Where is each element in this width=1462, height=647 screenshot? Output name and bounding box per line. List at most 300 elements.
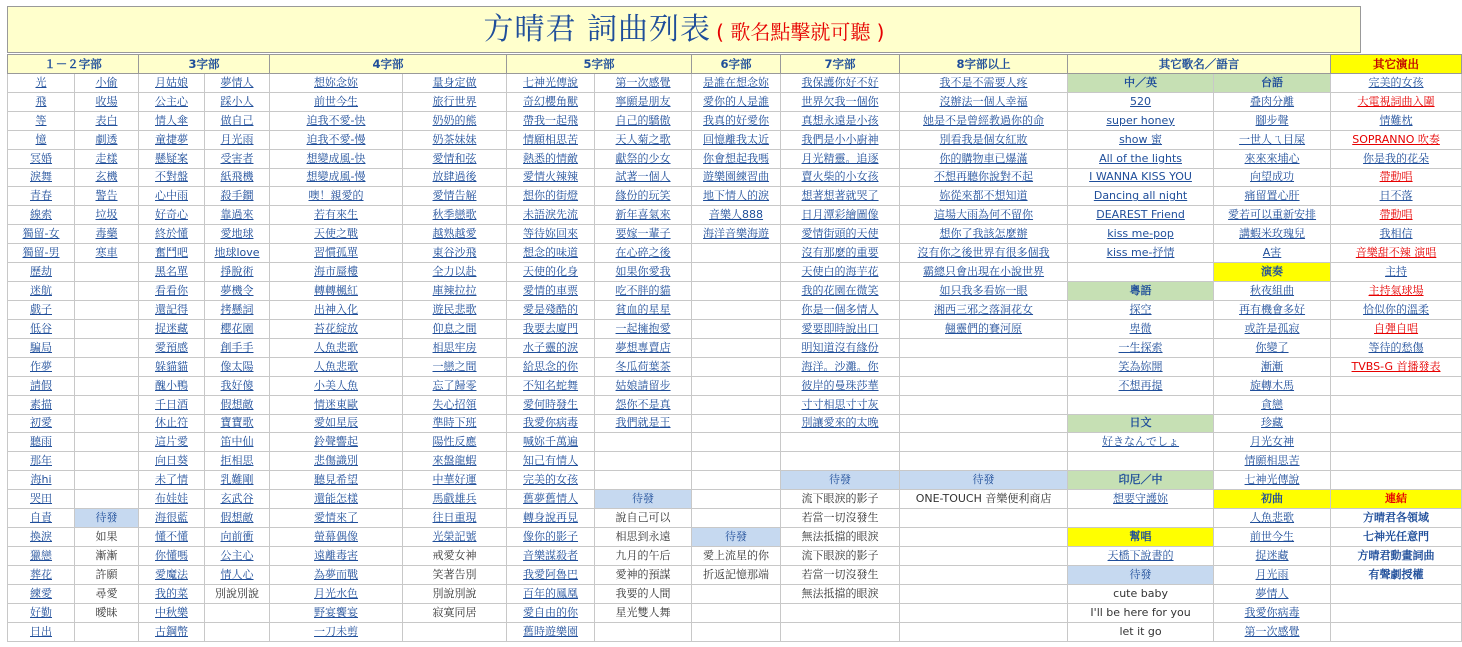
song-link[interactable]: 新年喜氣來 <box>595 206 692 225</box>
song-link[interactable]: 冬瓜荷葉茶 <box>595 357 692 376</box>
song-link[interactable]: 心中雨 <box>139 187 205 206</box>
song-link[interactable]: 好奇心 <box>139 206 205 225</box>
song-link[interactable]: 情難枕 <box>1331 111 1462 130</box>
song-link[interactable]: 終於懂 <box>139 225 205 244</box>
song-link[interactable]: 量身定做 <box>403 73 507 92</box>
song-link[interactable]: 想變成風-快 <box>270 149 403 168</box>
song-link[interactable]: 那年 <box>8 452 75 471</box>
song-link[interactable]: 千日酒 <box>139 395 205 414</box>
song-link[interactable]: 或許是孤寂 <box>1214 319 1331 338</box>
song-link[interactable]: 前世今生 <box>270 92 403 111</box>
song-link[interactable]: 愛情告解 <box>403 187 507 206</box>
song-link[interactable]: 迫我不愛-慢 <box>270 130 403 149</box>
song-link[interactable]: 天使白的海芋花 <box>781 263 900 282</box>
song-link[interactable]: 我們是小小廚神 <box>781 130 900 149</box>
song-link[interactable]: 緣份的玩笑 <box>595 187 692 206</box>
song-link[interactable]: 夢想專賣店 <box>595 338 692 357</box>
song-link[interactable]: 像太陽 <box>205 357 270 376</box>
song-link[interactable]: 音樂謀殺者 <box>507 546 595 565</box>
song-link[interactable]: 請假 <box>8 376 75 395</box>
song-link[interactable]: 帶我一起飛 <box>507 111 595 130</box>
song-link[interactable]: 東谷沙飛 <box>403 244 507 263</box>
song-link[interactable]: 彼岸的曼珠莎華 <box>781 376 900 395</box>
song-link[interactable]: 主持 <box>1331 263 1462 282</box>
song-link[interactable]: 愛要即時說出口 <box>781 319 900 338</box>
song-link[interactable]: 主持氣球場 <box>1331 282 1462 301</box>
song-link[interactable]: 海很藍 <box>139 509 205 528</box>
song-link[interactable]: 布娃娃 <box>139 490 205 509</box>
song-link[interactable]: 受害者 <box>205 149 270 168</box>
song-link[interactable]: 不對盤 <box>139 168 205 187</box>
song-link[interactable]: 你變了 <box>1214 338 1331 357</box>
song-link[interactable]: 你會想起我嗎 <box>692 149 781 168</box>
song-link[interactable]: 夢機令 <box>205 282 270 301</box>
song-link[interactable]: 愛情的車票 <box>507 282 595 301</box>
song-link[interactable]: 第一次感覺 <box>595 73 692 92</box>
song-link[interactable]: 拒相思 <box>205 452 270 471</box>
song-link[interactable]: 小美人魚 <box>270 376 403 395</box>
song-link[interactable]: 迫我不愛-快 <box>270 111 403 130</box>
song-link[interactable]: 素描 <box>8 395 75 414</box>
song-link[interactable]: 淚舞 <box>8 168 75 187</box>
song-link[interactable]: 小偷 <box>75 73 139 92</box>
song-link[interactable]: 愛情和弦 <box>403 149 507 168</box>
song-link[interactable]: 假想敵 <box>205 395 270 414</box>
song-link[interactable]: 貧血的星星 <box>595 300 692 319</box>
song-link[interactable]: 我不是不需要人疼 <box>900 73 1068 92</box>
song-link[interactable]: 自己的驕傲 <box>595 111 692 130</box>
song-link[interactable]: 卑微 <box>1068 319 1214 338</box>
song-link[interactable]: 地下情人的淚 <box>692 187 781 206</box>
song-link[interactable]: 懂不懂 <box>139 528 205 547</box>
song-link[interactable]: 哭田 <box>8 490 75 509</box>
song-link[interactable]: 愛何時發生 <box>507 395 595 414</box>
song-link[interactable]: 旅行世界 <box>403 92 507 111</box>
song-link[interactable]: 笑為妳開 <box>1068 357 1214 376</box>
song-link[interactable]: 喊妳千萬遍 <box>507 433 595 452</box>
song-link[interactable]: 等 <box>8 111 75 130</box>
song-link[interactable]: 捉迷藏 <box>1214 546 1331 565</box>
song-link[interactable]: 人魚悲歌 <box>270 338 403 357</box>
song-link[interactable]: 歷劫 <box>8 263 75 282</box>
song-link[interactable]: 月光雨 <box>205 130 270 149</box>
song-link[interactable]: 愛地球 <box>205 225 270 244</box>
song-link[interactable]: 想你了我該怎麼辦 <box>900 225 1068 244</box>
song-link[interactable]: 騙局 <box>8 338 75 357</box>
song-link[interactable]: 第一次感覺 <box>1214 622 1331 641</box>
song-link[interactable]: 玄武谷 <box>205 490 270 509</box>
song-link[interactable]: 為夢而戰 <box>270 565 403 584</box>
song-link[interactable]: 海hi <box>8 471 75 490</box>
song-link[interactable]: 日不落 <box>1331 187 1462 206</box>
song-link[interactable]: 作夢 <box>8 357 75 376</box>
song-link[interactable]: 悲傷識別 <box>270 452 403 471</box>
song-link[interactable]: 完美的女孩 <box>1331 73 1462 92</box>
song-link[interactable]: 獵戀 <box>8 546 75 565</box>
song-link[interactable]: 要嫁一輩子 <box>595 225 692 244</box>
song-link[interactable]: 葬花 <box>8 565 75 584</box>
song-link[interactable]: 探空 <box>1068 300 1214 319</box>
song-link[interactable]: TVBS-G 首播發表 <box>1331 357 1462 376</box>
song-link[interactable]: 這場大雨為何不留你 <box>900 206 1068 225</box>
song-link[interactable]: 獻祭的少女 <box>595 149 692 168</box>
song-link[interactable]: 一生探索 <box>1068 338 1214 357</box>
song-link[interactable]: 櫻花園 <box>205 319 270 338</box>
song-link[interactable]: 好きなんでしょ <box>1068 433 1214 452</box>
external-link[interactable]: 方晴君動畫詞曲 <box>1331 546 1462 565</box>
song-link[interactable]: 人魚悲歌 <box>270 357 403 376</box>
song-link[interactable]: 貪戀 <box>1214 395 1331 414</box>
song-link[interactable]: All of the lights <box>1068 149 1214 168</box>
song-link[interactable]: 乳難剛 <box>205 471 270 490</box>
song-link[interactable]: 天使之戰 <box>270 225 403 244</box>
song-link[interactable]: 公主心 <box>205 546 270 565</box>
song-link[interactable]: 想妳念妳 <box>270 73 403 92</box>
song-link[interactable]: 光榮記號 <box>403 528 507 547</box>
song-link[interactable]: 中華好運 <box>403 471 507 490</box>
song-link[interactable]: 七神光傳說 <box>507 73 595 92</box>
song-link[interactable]: 奮鬥吧 <box>139 244 205 263</box>
song-link[interactable]: 旋轉木馬 <box>1214 376 1331 395</box>
song-link[interactable]: 習慣孤單 <box>270 244 403 263</box>
song-link[interactable]: 妳從來都不想知道 <box>900 187 1068 206</box>
song-link[interactable]: 像你的影子 <box>507 528 595 547</box>
song-link[interactable]: 紙飛機 <box>205 168 270 187</box>
song-link[interactable]: 黑名單 <box>139 263 205 282</box>
song-link[interactable]: I WANNA KISS YOU <box>1068 168 1214 187</box>
song-link[interactable]: 還能怎樣 <box>270 490 403 509</box>
song-link[interactable]: 想著想著就哭了 <box>781 187 900 206</box>
song-link[interactable]: 初愛 <box>8 414 75 433</box>
song-link[interactable]: 如只我多看妳一眼 <box>900 282 1068 301</box>
song-link[interactable]: 冥婚 <box>8 149 75 168</box>
song-link[interactable]: 捉迷藏 <box>139 319 205 338</box>
song-link[interactable]: 休止符 <box>139 414 205 433</box>
song-link[interactable]: 愛魔法 <box>139 565 205 584</box>
song-link[interactable]: 秋夜組曲 <box>1214 282 1331 301</box>
song-link[interactable]: 我愛你病毒 <box>507 414 595 433</box>
song-link[interactable]: 百年的鳳凰 <box>507 584 595 603</box>
song-link[interactable]: 月光精靈。追逐 <box>781 149 900 168</box>
song-link[interactable]: 我相信 <box>1331 225 1462 244</box>
song-link[interactable]: 夢情人 <box>1214 584 1331 603</box>
song-link[interactable]: 水子靈的淚 <box>507 338 595 357</box>
song-link[interactable]: 再有機會多好 <box>1214 300 1331 319</box>
song-link[interactable]: 中秋樂 <box>139 603 205 622</box>
song-link[interactable]: 假想敵 <box>205 509 270 528</box>
song-link[interactable]: 秋季戀歌 <box>403 206 507 225</box>
song-link[interactable]: 毒藥 <box>75 225 139 244</box>
song-link[interactable]: 大電視詞曲入圍 <box>1331 92 1462 111</box>
song-link[interactable]: 愛若可以重新安排 <box>1214 206 1331 225</box>
song-link[interactable]: 靠過來 <box>205 206 270 225</box>
song-link[interactable]: 一刀未剪 <box>270 622 403 641</box>
song-link[interactable]: 愛如星辰 <box>270 414 403 433</box>
song-link[interactable]: 奶奶的熊 <box>403 111 507 130</box>
song-link[interactable]: 吃不胖的貓 <box>595 282 692 301</box>
song-link[interactable]: 想要守護妳 <box>1068 490 1214 509</box>
song-link[interactable]: 熱悉的情敵 <box>507 149 595 168</box>
song-link[interactable]: 來盤龍蝦 <box>403 452 507 471</box>
song-link[interactable]: 鈴聲響起 <box>270 433 403 452</box>
song-link[interactable]: 這片愛 <box>139 433 205 452</box>
external-link[interactable]: 有聲劇授權 <box>1331 565 1462 584</box>
song-link[interactable]: 不想再提 <box>1068 376 1214 395</box>
song-link[interactable]: 遊民悲歌 <box>403 300 507 319</box>
song-link[interactable]: 想變成風-慢 <box>270 168 403 187</box>
song-link[interactable]: 帶動唱 <box>1331 206 1462 225</box>
song-link[interactable]: 玄機 <box>75 168 139 187</box>
song-link[interactable]: 創手手 <box>205 338 270 357</box>
song-link[interactable]: 月光女神 <box>1214 433 1331 452</box>
song-link[interactable]: 寧願是朋友 <box>595 92 692 111</box>
song-link[interactable]: 愛你的人是誰 <box>692 92 781 111</box>
song-link[interactable]: 沒有那麼的重要 <box>781 244 900 263</box>
song-link[interactable]: kiss me-抒情 <box>1068 244 1214 263</box>
song-link[interactable]: 螢幕偶像 <box>270 528 403 547</box>
song-link[interactable]: kiss me-pop <box>1068 225 1214 244</box>
song-link[interactable]: 前世今生 <box>1214 528 1331 547</box>
song-link[interactable]: 表白 <box>75 111 139 130</box>
song-link[interactable]: 愛預感 <box>139 338 205 357</box>
song-link[interactable]: 情人傘 <box>139 111 205 130</box>
song-link[interactable]: 野宴饗宴 <box>270 603 403 622</box>
song-link[interactable]: 來來來埔心 <box>1214 149 1331 168</box>
song-link[interactable]: 未語淚先流 <box>507 206 595 225</box>
song-link[interactable]: 月光水色 <box>270 584 403 603</box>
song-link[interactable]: 不知名蛇舞 <box>507 376 595 395</box>
song-link[interactable]: 公主心 <box>139 92 205 111</box>
song-link[interactable]: 海洋。沙灘。你 <box>781 357 900 376</box>
song-link[interactable]: 失心招領 <box>403 395 507 414</box>
song-link[interactable]: 換淚 <box>8 528 75 547</box>
song-link[interactable]: 線索 <box>8 206 75 225</box>
song-link[interactable]: 講蝦米玫瑰兒 <box>1214 225 1331 244</box>
song-link[interactable]: 地球love <box>205 244 270 263</box>
song-link[interactable]: 收場 <box>75 92 139 111</box>
song-link[interactable]: 向日葵 <box>139 452 205 471</box>
song-link[interactable]: 全力以赴 <box>403 263 507 282</box>
song-link[interactable]: 還記得 <box>139 300 205 319</box>
song-link[interactable]: 若有來生 <box>270 206 403 225</box>
song-link[interactable]: Dancing all night <box>1068 187 1214 206</box>
song-link[interactable]: 獨留-女 <box>8 225 75 244</box>
song-link[interactable]: 情願相思苦 <box>507 130 595 149</box>
song-link[interactable]: 飛 <box>8 92 75 111</box>
song-link[interactable]: 等待妳回來 <box>507 225 595 244</box>
song-link[interactable]: 警告 <box>75 187 139 206</box>
song-link[interactable]: 她是不是曾經教過你的命 <box>900 111 1068 130</box>
song-link[interactable]: 愛情來了 <box>270 509 403 528</box>
song-link[interactable]: 情願相思苦 <box>1214 452 1331 471</box>
song-link[interactable]: 一世人ㄟ目屎 <box>1214 130 1331 149</box>
song-link[interactable]: 音樂甜不辣 演唱 <box>1331 244 1462 263</box>
song-link[interactable]: 叠肉分離 <box>1214 92 1331 111</box>
song-link[interactable]: 掙脫術 <box>205 263 270 282</box>
song-link[interactable]: 漸漸 <box>1214 357 1331 376</box>
external-link[interactable]: 方晴君各領域 <box>1331 509 1462 528</box>
song-link[interactable]: 夢情人 <box>205 73 270 92</box>
song-link[interactable]: 是誰在想念妳 <box>692 73 781 92</box>
song-link[interactable]: 回憶離我太近 <box>692 130 781 149</box>
song-link[interactable]: 馬戲雄兵 <box>403 490 507 509</box>
song-link[interactable]: 愛自由的你 <box>507 603 595 622</box>
song-link[interactable]: 知己有情人 <box>507 452 595 471</box>
song-link[interactable]: 拷懸詞 <box>205 300 270 319</box>
song-link[interactable]: 腳步聲 <box>1214 111 1331 130</box>
song-link[interactable]: 你懂嗎 <box>139 546 205 565</box>
song-link[interactable]: 不想再聽你說對不起 <box>900 168 1068 187</box>
song-link[interactable]: 舊時遊樂園 <box>507 622 595 641</box>
song-link[interactable]: 你的購物車已爆滿 <box>900 149 1068 168</box>
song-link[interactable]: 音樂人888 <box>692 206 781 225</box>
song-link[interactable]: 練愛 <box>8 584 75 603</box>
song-link[interactable]: 怨你不是真 <box>595 395 692 414</box>
external-link[interactable]: 七神光任意門 <box>1331 528 1462 547</box>
song-link[interactable]: 我保護你好不好 <box>781 73 900 92</box>
song-link[interactable]: 試著一個人 <box>595 168 692 187</box>
song-link[interactable]: 姑娘請留步 <box>595 376 692 395</box>
song-link[interactable]: 我要去廈門 <box>507 319 595 338</box>
song-link[interactable]: 青春 <box>8 187 75 206</box>
song-link[interactable]: 愛是殘酷的 <box>507 300 595 319</box>
song-link[interactable]: 湘西三邪之落洞花女 <box>900 300 1068 319</box>
song-link[interactable]: 海市蜃樓 <box>270 263 403 282</box>
song-link[interactable]: 轉身說再見 <box>507 509 595 528</box>
song-link[interactable]: 我的菜 <box>139 584 205 603</box>
song-link[interactable]: 日月潭彩繪圖像 <box>781 206 900 225</box>
song-link[interactable]: 珍藏 <box>1214 414 1331 433</box>
song-link[interactable]: 天橋下說書的 <box>1068 546 1214 565</box>
song-link[interactable]: 帶動唱 <box>1331 168 1462 187</box>
song-link[interactable]: DEAREST Friend <box>1068 206 1214 225</box>
song-link[interactable]: 我們就是王 <box>595 414 692 433</box>
song-link[interactable]: 情人心 <box>205 565 270 584</box>
song-link[interactable]: 向望成功 <box>1214 168 1331 187</box>
song-link[interactable]: 海洋音樂海遊 <box>692 225 781 244</box>
song-link[interactable]: 自責 <box>8 509 75 528</box>
song-link[interactable]: 日出 <box>8 622 75 641</box>
song-link[interactable]: 別讓愛來的太晚 <box>781 414 900 433</box>
song-link[interactable]: 我好傻 <box>205 376 270 395</box>
song-link[interactable]: 看看你 <box>139 282 205 301</box>
song-link[interactable]: 我真的好愛你 <box>692 111 781 130</box>
song-link[interactable]: 放肆過後 <box>403 168 507 187</box>
song-link[interactable]: 我愛阿魯巴 <box>507 565 595 584</box>
song-link[interactable]: 越熟越愛 <box>403 225 507 244</box>
song-link[interactable]: 等待的愁傷 <box>1331 338 1462 357</box>
song-link[interactable]: 寸寸相思寸寸灰 <box>781 395 900 414</box>
song-link[interactable]: A害 <box>1214 244 1331 263</box>
song-link[interactable]: 遊樂園練習曲 <box>692 168 781 187</box>
song-link[interactable]: 在心碎之後 <box>595 244 692 263</box>
song-link[interactable]: 苔花綻放 <box>270 319 403 338</box>
song-link[interactable]: 別看我是個女紅妝 <box>900 130 1068 149</box>
song-link[interactable]: 真想永遠是小孩 <box>781 111 900 130</box>
song-link[interactable]: 賣火柴的小女孩 <box>781 168 900 187</box>
song-link[interactable]: 踩小人 <box>205 92 270 111</box>
song-link[interactable]: 七神光傳說 <box>1214 471 1331 490</box>
song-link[interactable]: SOPRANNO 吹奏 <box>1331 130 1462 149</box>
song-link[interactable]: 恰似你的溫柔 <box>1331 300 1462 319</box>
song-link[interactable]: 出神入化 <box>270 300 403 319</box>
song-link[interactable]: 噢！親愛的 <box>270 187 403 206</box>
song-link[interactable]: 仰息之間 <box>403 319 507 338</box>
song-link[interactable]: 一戀之間 <box>403 357 507 376</box>
song-link[interactable]: 明知道沒有緣份 <box>781 338 900 357</box>
song-link[interactable]: 奇幻櫻角獸 <box>507 92 595 111</box>
song-link[interactable]: 庫辣拉拉 <box>403 282 507 301</box>
song-link[interactable]: 低谷 <box>8 319 75 338</box>
song-link[interactable]: 寶寶歌 <box>205 414 270 433</box>
song-link[interactable]: 躲貓貓 <box>139 357 205 376</box>
song-link[interactable]: 痛留置心肝 <box>1214 187 1331 206</box>
song-link[interactable]: 未了情 <box>139 471 205 490</box>
song-link[interactable]: 如果你愛我 <box>595 263 692 282</box>
song-link[interactable]: 給思念的你 <box>507 357 595 376</box>
song-link[interactable]: 好勤 <box>8 603 75 622</box>
song-link[interactable]: 憶 <box>8 130 75 149</box>
song-link[interactable]: 人魚悲歌 <box>1214 509 1331 528</box>
song-link[interactable]: 想念的味道 <box>507 244 595 263</box>
song-link[interactable]: 沒辦法一個人幸福 <box>900 92 1068 111</box>
song-link[interactable]: 世界欠我一個你 <box>781 92 900 111</box>
song-link[interactable]: 古鋼幣 <box>139 622 205 641</box>
song-link[interactable]: 愛情街頭的天使 <box>781 225 900 244</box>
song-link[interactable]: 想你的街燈 <box>507 187 595 206</box>
song-link[interactable]: 情迷東歐 <box>270 395 403 414</box>
song-link[interactable]: 聽見希望 <box>270 471 403 490</box>
song-link[interactable]: 舊夢舊情人 <box>507 490 595 509</box>
song-link[interactable]: 忘了歸零 <box>403 376 507 395</box>
song-link[interactable]: 霸總只會出現在小說世界 <box>900 263 1068 282</box>
song-link[interactable]: 520 <box>1068 92 1214 111</box>
song-link[interactable]: 一起擁抱愛 <box>595 319 692 338</box>
song-link[interactable]: 獨留-男 <box>8 244 75 263</box>
song-link[interactable]: 遠離毒害 <box>270 546 403 565</box>
song-link[interactable]: 戲子 <box>8 300 75 319</box>
song-link[interactable]: 你是一個多情人 <box>781 300 900 319</box>
song-link[interactable]: 迷航 <box>8 282 75 301</box>
song-link[interactable]: 愛情火辣辣 <box>507 168 595 187</box>
song-link[interactable]: 我愛你病毒 <box>1214 603 1331 622</box>
song-link[interactable]: 懸疑案 <box>139 149 205 168</box>
song-link[interactable]: 光 <box>8 73 75 92</box>
song-link[interactable]: 往日重現 <box>403 509 507 528</box>
song-link[interactable]: 劇透 <box>75 130 139 149</box>
song-link[interactable]: 月光雨 <box>1214 565 1331 584</box>
song-link[interactable]: 聽雨 <box>8 433 75 452</box>
song-link[interactable]: 做自己 <box>205 111 270 130</box>
song-link[interactable]: 準時下班 <box>403 414 507 433</box>
song-link[interactable]: 垃圾 <box>75 206 139 225</box>
song-link[interactable]: 向前衝 <box>205 528 270 547</box>
song-link[interactable]: 月姑娘 <box>139 73 205 92</box>
song-link[interactable]: 沒有你之後世界有很多個我 <box>900 244 1068 263</box>
song-link[interactable]: 走樣 <box>75 149 139 168</box>
song-link[interactable]: 寒車 <box>75 244 139 263</box>
song-link[interactable]: show 蜜 <box>1068 130 1214 149</box>
song-link[interactable]: 翹靈們的賽河原 <box>900 319 1068 338</box>
song-link[interactable]: 相思牢房 <box>403 338 507 357</box>
song-link[interactable]: 天使的化身 <box>507 263 595 282</box>
song-link[interactable]: 你是我的花朵 <box>1331 149 1462 168</box>
song-link[interactable]: 天人菊之歌 <box>595 130 692 149</box>
song-link[interactable]: super honey <box>1068 111 1214 130</box>
song-link[interactable]: 完美的女孩 <box>507 471 595 490</box>
song-link[interactable]: 笛中仙 <box>205 433 270 452</box>
song-link[interactable]: 奶茶妹妹 <box>403 130 507 149</box>
